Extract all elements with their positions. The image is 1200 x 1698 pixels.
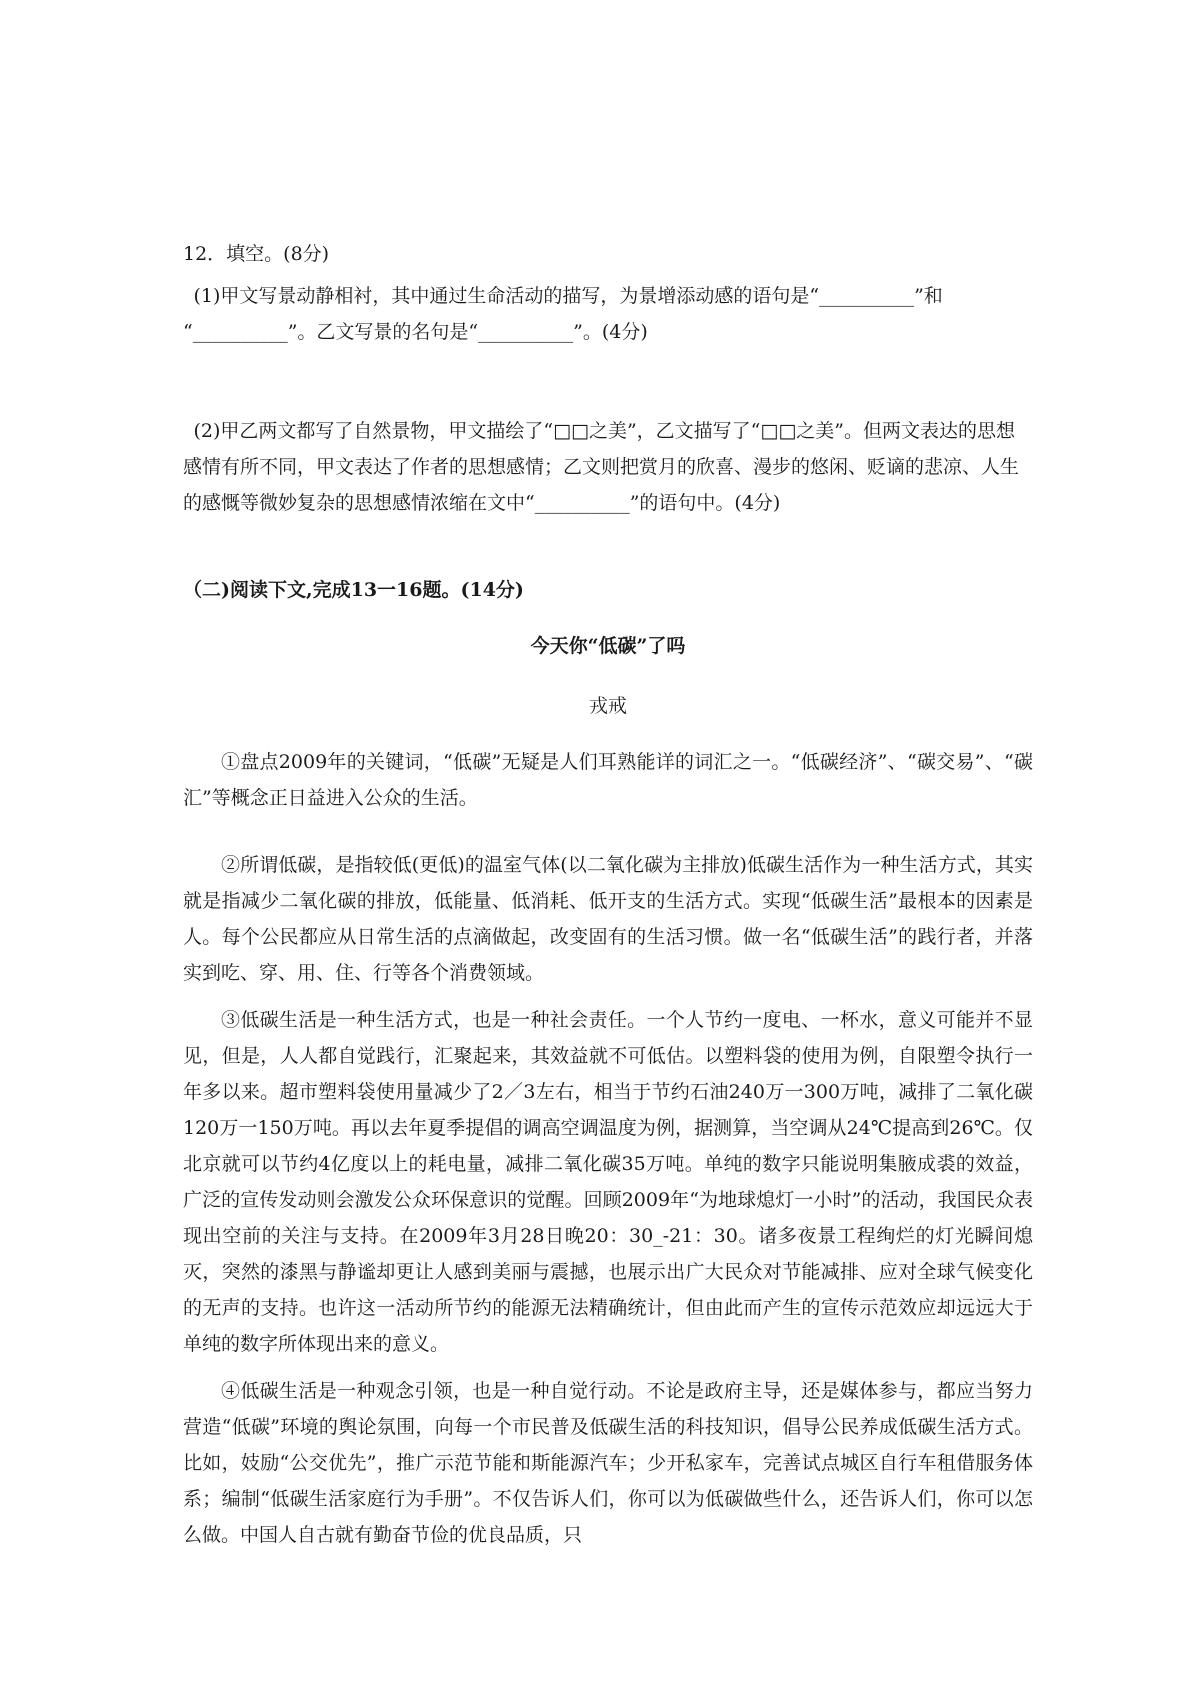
article-paragraph-3: ③低碳生活是一种生活方式，也是一种社会责任。一个人节约一度电、一杯水，意义可能并不显见，但是，人人都自觉践行，汇聚起来，其效益就不可低估。以塑料袋的使用为例，自限塑令执行一年多以来。超市塑料袋使用量减少了2／3左右，相当于节约石油240万一300万吨，减排了二氧化碳120万一150万吨。再以去年夏季提倡的调高空调温度为例，据测算，当空调从24℃提高到26℃。仅北京就可以节约4亿度以上的耗电量，减排二氧化碳35万吨。单纯的数字只能说明集腋成裘的效益，广泛的宣传发动则会激发公众环保意识的觉醒。回顾2009年“为地球熄灯一小时”的活动，我国民众表现出空前的关注与支持。在2009年3月28日晚20：30_-21：30。诸多夜景工程绚烂的灯光瞬间熄灭，突然的漆黑与静谧却更让人感到美丽与震撼，也展示出广大民众对节能减排、应对全球气候变化的无声的支持。也许这一活动所节约的能源无法精确统计，但由此而产生的宣传示范效应却远远大于单纯的数字所体现出来的意义。 (183, 1009, 1033, 1355)
section-2-heading: （二)阅读下文,完成13一16题。(14分) (183, 579, 524, 601)
article-paragraph-1: ①盘点2009年的关键词，“低碳”无疑是人们耳熟能详的词汇之一。“低碳经济”、“碳交易”、“碳汇”等概念正日益进入公众的生活。 (183, 751, 1033, 809)
article-paragraph-4: ④低碳生活是一种观念引领，也是一种自觉行动。不论是政府主导，还是媒体参与，都应当努力营造“低碳”环境的舆论氛围，向每一个市民普及低碳生活的科技知识，倡导公民养成低碳生活方式。比如，妓励“公交优先”，推广示范节能和斯能源汽车；少开私家车，完善试点城区自行车租借服务体系；编制“低碳生活家庭行为手册”。不仅告诉人们，你可以为低碳做些什么，还告诉人们，你可以怎么做。中国人自古就有勤奋节俭的优良品质，只 (183, 1380, 1033, 1546)
article-title: 今天你“低碳”了吗 (530, 635, 686, 657)
article-author: 戎戒 (588, 695, 627, 717)
question-12-part-2: (2)甲乙两文都写了自然景物，甲文描绘了“□□之美”，乙文描写了“□□之美”。但两文表达的思想感情有所不同，甲文表达了作者的思想感情；乙文则把赏月的欣喜、漫步的悠闲、贬谪的悲凉、人生的感慨等微妙复杂的思想感情浓缩在文中“__________”的语句中。(4分) (183, 420, 1020, 514)
question-12-part-1: (1)甲文写景动静相衬，其中通过生命活动的描写，为景增添动感的语句是“__________”和 “__________”。乙文写景的名句是“__________”。(4分) (183, 285, 943, 343)
question-12-heading: 12．填空。(8分) (183, 243, 330, 265)
article-paragraph-2: ②所谓低碳，是指较低(更低)的温室气体(以二氧化碳为主排放)低碳生活作为一种生活方式，其实就是指减少二氧化碳的排放，低能量、低消耗、低开支的生活方式。实现“低碳生活”最根本的因素是人。每个公民都应从日常生活的点滴做起，改变固有的生活习惯。做一名“低碳生活”的践行者，并落实到吃、穿、用、住、行等各个消费领域。 (183, 854, 1033, 984)
